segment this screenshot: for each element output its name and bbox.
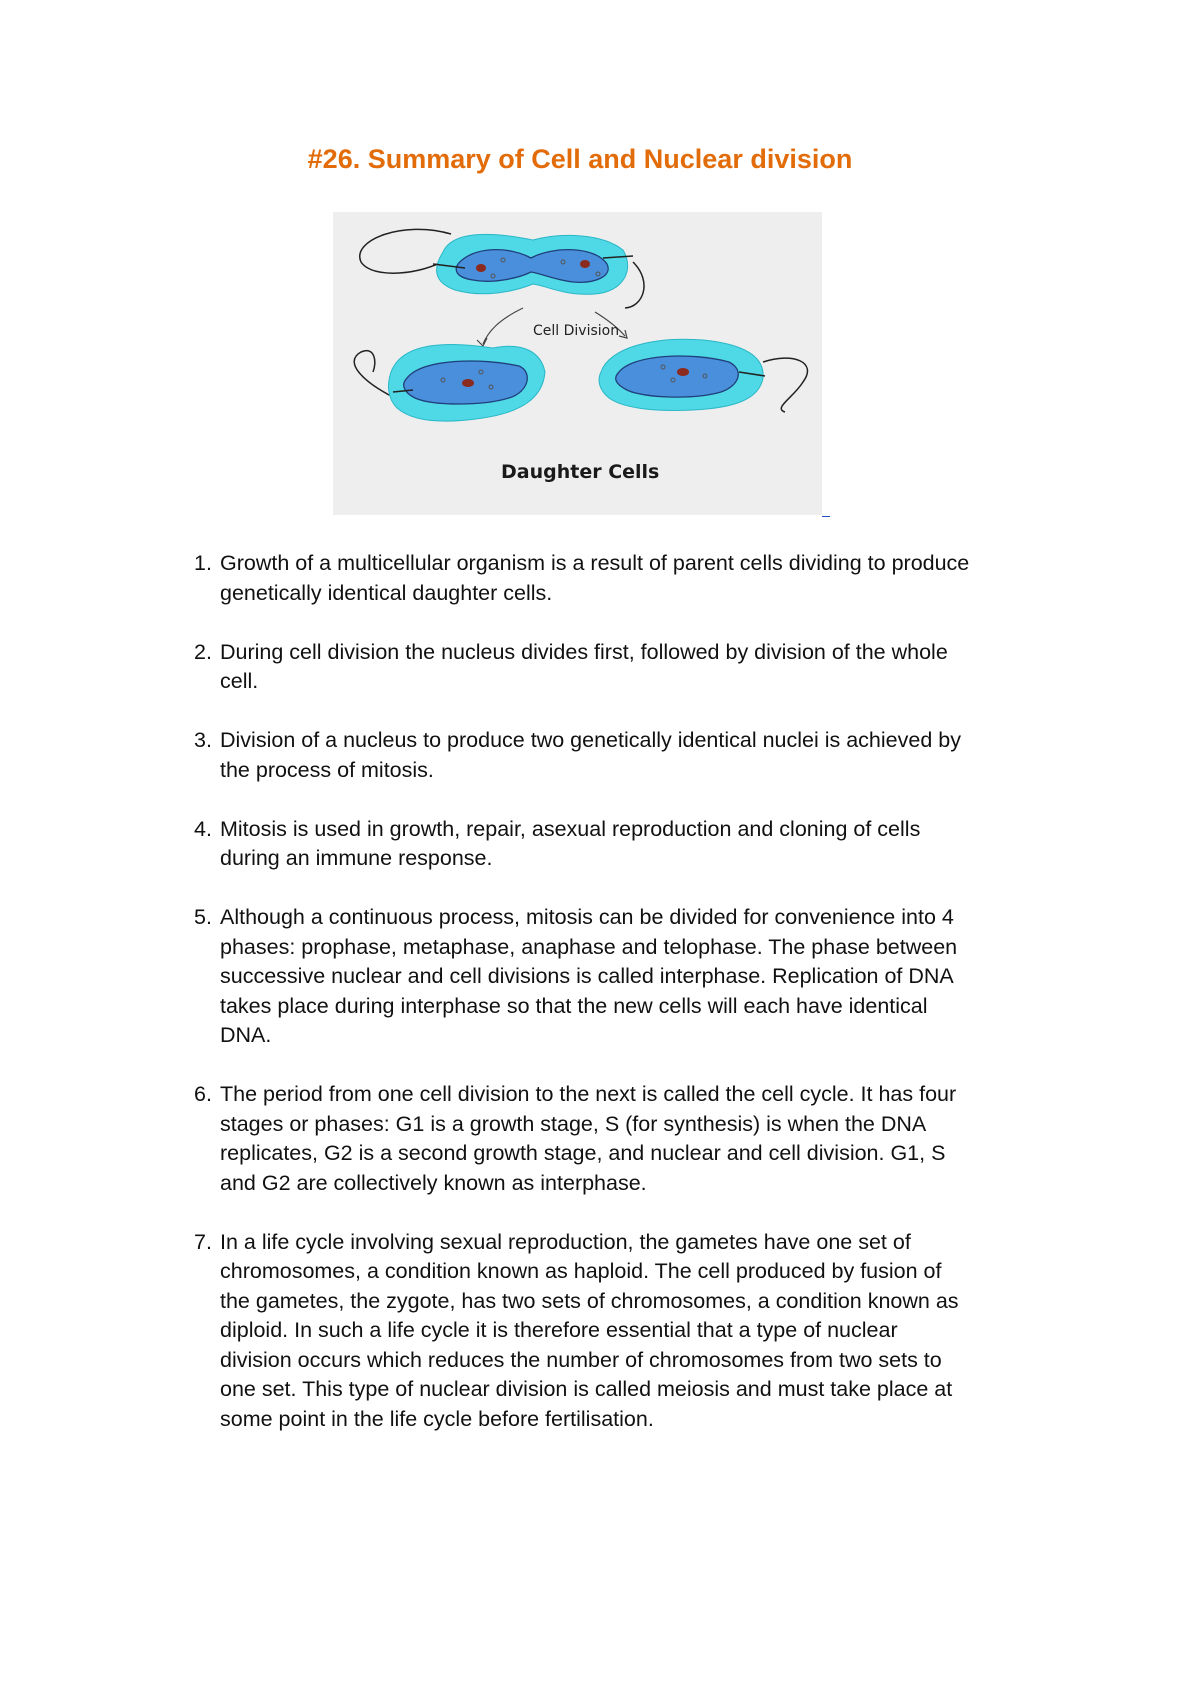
link-underline[interactable] bbox=[822, 516, 830, 517]
summary-list bbox=[194, 549, 974, 1464]
list-item: 3. Division of a nucleus to produce two genetically identical nuclei is achieved by the process of mitosis. bbox=[194, 728, 961, 782]
cell-division-diagram bbox=[333, 212, 822, 515]
daughter-cells-label: Daughter Cells bbox=[501, 461, 660, 483]
list-item: 2. During cell division the nucleus divides first, followed by division of the whole cell. bbox=[194, 639, 948, 693]
list-item: 5. Although a continuous process, mitosis can be divided for convenience into 4 phases: prophase, metaphase, anaphase and telophase. The phase between successive nuclear and cell divisions is called interphase. Replication of DNA takes place during interphase so that the new cells will each have identical DNA. bbox=[194, 905, 958, 1047]
page-title: #26. Summary of Cell and Nuclear division bbox=[307, 144, 853, 174]
list-item: 4. Mitosis is used in growth, repair, asexual reproduction and cloning of cells during an immune response. bbox=[194, 816, 921, 870]
cell-division-label: Cell Division bbox=[533, 323, 620, 339]
list-item: 1. Growth of a multicellular organism is a result of parent cells dividing to produce genetically identical daughter cells. bbox=[194, 551, 970, 605]
list-item: 7. In a life cycle involving sexual reproduction, the gametes have one set of chromosomes, a condition known as haploid. The cell produced by fusion of the gametes, the zygote, has two sets of chromosomes, a condition known as diploid. In such a life cycle it is therefore essential that a type of nuclear division occurs which reduces the number of chromosomes from two sets to one set. This type of nuclear division is called meiosis and must take place at some point in the life cycle before fertilisation. bbox=[194, 1229, 959, 1431]
list-item: 6. The period from one cell division to the next is called the cell cycle. It has four stages or phases: G1 is a growth stage, S (for synthesis) is when the DNA replicates, G2 is a second growth stage, and nuclear and cell division. G1, S and G2 are collectively known as interphase. bbox=[194, 1082, 957, 1195]
